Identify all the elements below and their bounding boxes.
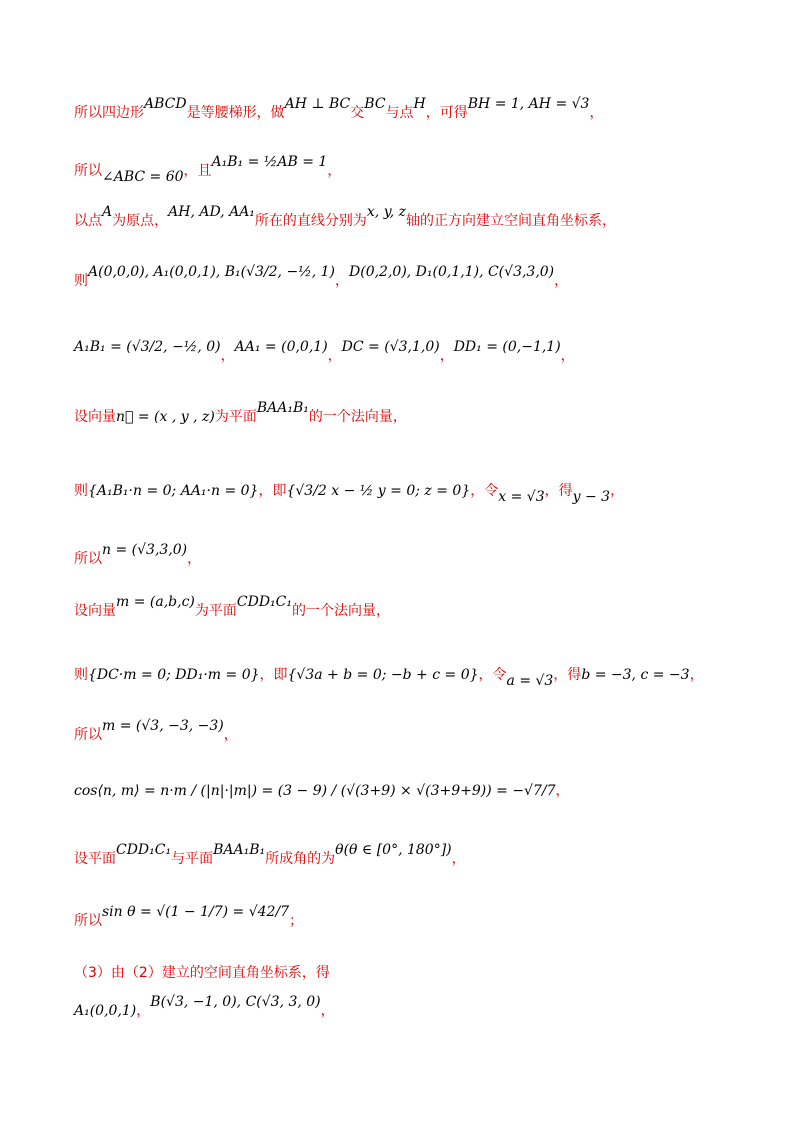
text-segment: ，	[560, 348, 575, 364]
math-expression: {√3/2 x − ½ y = 0; z = 0}	[286, 483, 471, 499]
math-expression: sin θ = √(1 − 1/7) = √42/7	[102, 904, 290, 920]
math-expression: H	[413, 96, 426, 112]
text-segment: ，	[335, 273, 350, 289]
text-segment: 与平面	[171, 851, 214, 867]
math-expression: D(0,2,0), D₁(0,1,1), C(√3,3,0)	[349, 264, 555, 280]
line-4	[74, 264, 569, 290]
text-segment: 为平面	[194, 603, 237, 619]
math-expression: cos⟨n, m⟩ = n·m / (|n|·|m|) = (3 − 9) / (√(3+9) × √(3+9+9)) = −√7/7	[74, 783, 556, 799]
math-expression: x = √3	[498, 489, 545, 505]
text-segment: 则	[74, 667, 88, 683]
math-expression: x, y, z	[366, 204, 407, 220]
math-expression: BC	[364, 96, 386, 112]
math-expression: b = −3, c = −3	[581, 667, 690, 683]
text-segment: ，令	[470, 483, 499, 499]
text-segment: 的一个法向量，	[292, 603, 390, 619]
text-segment: 为原点，	[112, 213, 169, 229]
math-expression: A₁B₁ = (√3/2, −½, 0)	[74, 339, 221, 355]
math-expression: AH, AD, AA₁	[168, 204, 255, 220]
text-segment: ，	[439, 348, 454, 364]
line-9	[74, 594, 390, 620]
line-11	[74, 718, 238, 744]
line-14	[74, 904, 304, 930]
math-expression: DC = (√3,1,0)	[341, 339, 440, 355]
text-segment: ，	[327, 163, 342, 179]
text-segment: 所在的直线分别为	[254, 213, 367, 229]
text-segment: ，可得	[425, 105, 468, 121]
line-5	[74, 339, 575, 365]
text-segment: 则	[74, 273, 88, 289]
text-segment: 所以	[74, 727, 102, 743]
math-expression: n⃗ = (x , y , z)	[116, 409, 215, 425]
line-15	[74, 962, 330, 982]
text-segment: 轴的正方向建立空间直角坐标系，	[406, 213, 617, 229]
math-expression: AA₁ = (0,0,1)	[234, 339, 328, 355]
math-expression: y − 3	[572, 489, 611, 505]
text-segment: ，且	[183, 163, 212, 179]
math-expression: AH ⊥ BC	[284, 96, 351, 112]
text-segment: ，	[689, 667, 704, 683]
math-expression: A(0,0,0), A₁(0,0,1), B₁(√3/2, −½, 1)	[88, 264, 336, 280]
text-segment: ，	[223, 727, 238, 743]
text-segment: 则	[74, 483, 88, 499]
text-segment: 所以	[74, 163, 102, 179]
text-segment: ，得	[553, 667, 582, 683]
math-expression: DD₁ = (0,−1,1)	[453, 339, 561, 355]
math-expression: A₁(0,0,1)	[74, 1003, 137, 1019]
line-1	[74, 96, 604, 122]
math-expression: θ(θ ∈ [0°, 180°])	[335, 842, 452, 858]
math-expression: n = (√3,3,0)	[102, 542, 188, 558]
text-segment: 所以	[74, 913, 102, 929]
text-segment: ，	[555, 783, 570, 799]
line-2	[74, 154, 342, 185]
text-segment: ，	[327, 348, 342, 364]
text-segment: ，即	[258, 483, 287, 499]
text-segment: ，得	[544, 483, 573, 499]
text-segment: 设向量	[74, 409, 116, 425]
line-7	[74, 480, 625, 505]
math-expression: CDD₁C₁	[116, 842, 172, 858]
text-segment: 为平面	[214, 409, 257, 425]
text-segment: 所以四边形	[74, 105, 144, 121]
text-segment: 以点	[74, 213, 102, 229]
math-expression: {√3a + b = 0; −b + c = 0}	[287, 667, 479, 683]
math-expression: BAA₁B₁	[213, 842, 266, 858]
text-segment: ，	[451, 851, 466, 867]
math-expression: A	[102, 204, 113, 220]
math-expression: {DC·m = 0; DD₁·m = 0}	[88, 667, 260, 683]
math-expression: m = (√3, −3, −3)	[102, 718, 224, 734]
math-expression: a = √3	[506, 673, 554, 689]
line-8	[74, 542, 202, 568]
text-segment: ，	[220, 348, 235, 364]
text-segment: ，	[136, 1003, 151, 1019]
text-segment: ，	[589, 105, 604, 121]
math-expression: ABCD	[144, 96, 187, 112]
text-segment: ，	[554, 273, 569, 289]
text-segment: ，即	[259, 667, 288, 683]
line-6	[74, 400, 407, 426]
text-segment: （3）由（2）建立的空间直角坐标系，得	[74, 965, 330, 981]
line-16	[74, 994, 335, 1020]
text-segment: 是等腰梯形，做	[186, 105, 285, 121]
math-expression: ∠ABC = 60	[102, 169, 184, 185]
line-3	[74, 204, 617, 230]
math-expression: BAA₁B₁	[256, 400, 309, 416]
text-segment: ，	[187, 551, 202, 567]
text-segment: ，令	[478, 667, 507, 683]
math-expression: CDD₁C₁	[236, 594, 292, 610]
text-segment: ，	[320, 1003, 335, 1019]
math-expression: m = (a,b,c)	[116, 594, 195, 610]
line-12	[74, 780, 570, 800]
text-segment: 与点	[385, 105, 414, 121]
line-13	[74, 842, 466, 868]
text-segment: 所以	[74, 551, 102, 567]
text-segment: ，	[610, 483, 625, 499]
text-segment: ；	[289, 913, 304, 929]
math-expression: {A₁B₁·n = 0; AA₁·n = 0}	[88, 483, 259, 499]
math-expression: B(√3, −1, 0), C(√3, 3, 0)	[150, 994, 321, 1010]
text-segment: 设向量	[74, 603, 116, 619]
text-segment: 的一个法向量，	[308, 409, 407, 425]
math-expression: A₁B₁ = ½AB = 1	[211, 154, 328, 170]
line-10	[74, 664, 704, 689]
math-expression: BH = 1, AH = √3	[467, 96, 590, 112]
text-segment: 交	[350, 105, 365, 121]
text-segment: 所成角的为	[265, 851, 336, 867]
text-segment: 设平面	[74, 851, 116, 867]
